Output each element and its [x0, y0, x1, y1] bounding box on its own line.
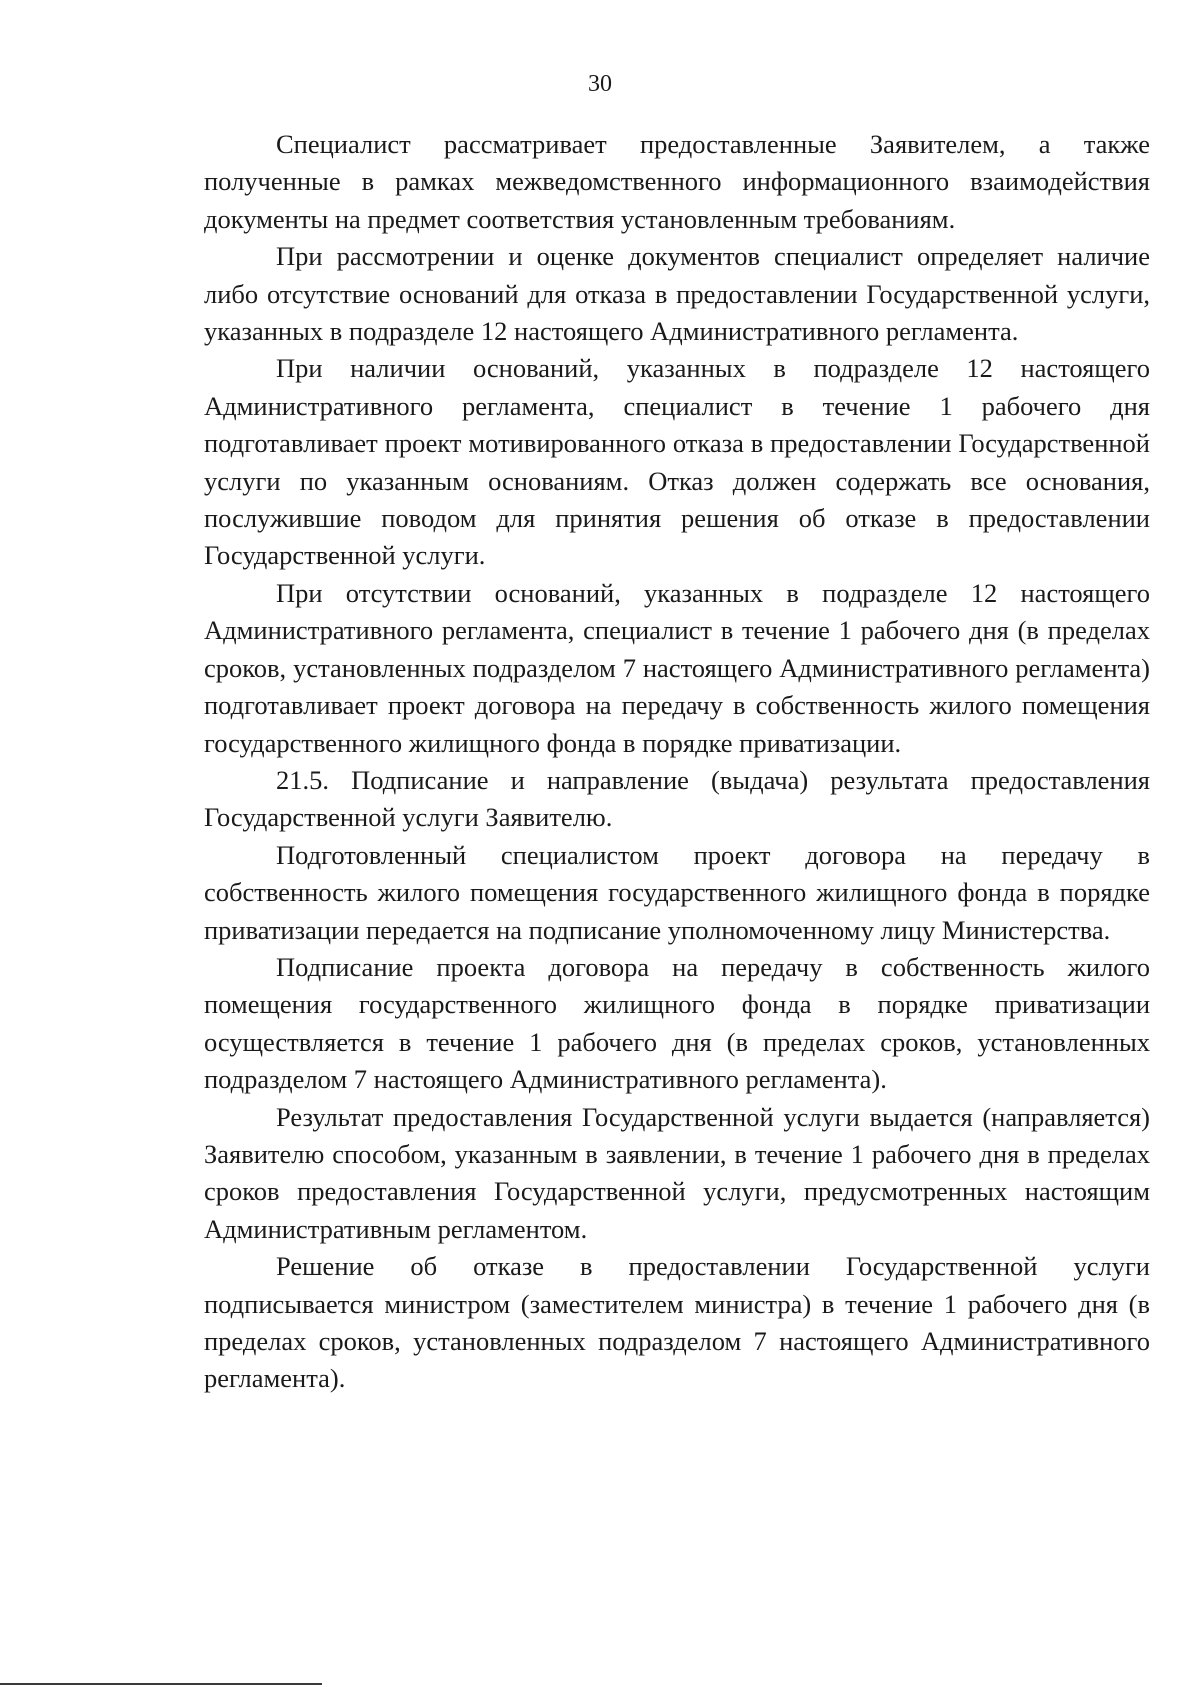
- paragraph-review-documents: Специалист рассматривает предоставленные Заявителем, а также полученные в рамках межведомственного информационного взаимодействия документы на предмет соответствия установленным требованиям.: [204, 129, 1150, 234]
- section-heading-21-5: 21.5. Подписание и направление (выдача) результата предоставления Государственной услуги Заявителю.: [204, 764, 1150, 833]
- paragraph-contract-signing-transfer: Подготовленный специалистом проект договора на передачу в собственность жилого помещения государственного жилищного фонда в порядке приватизации передается на подписание уполномоченному лицу Министерства.: [204, 839, 1150, 945]
- paragraph-refusal-signing: Решение об отказе в предоставлении Государственной услуги подписывается министром (заместителем министра) в течение 1 рабочего дня (в пределах сроков, установленных подразделом 7 настоящего Административного регламента).: [204, 1251, 1150, 1394]
- paragraph-refusal-draft: При наличии оснований, указанных в подразделе 12 настоящего Административного регламента, специалист в течение 1 рабочего дня подготавливает проект мотивированного отказа в предоставлении Государственной услуги по указанным основаниям. Отказ должен содержать все основания, послужившие поводом для принятия решения об отказе в предоставлении Государственной услуги.: [204, 353, 1150, 571]
- document-body: [204, 126, 1150, 1398]
- paragraph-signing-deadline: Подписание проекта договора на передачу в собственность жилого помещения государственного жилищного фонда в порядке приватизации осуществляется в течение 1 рабочего дня (в пределах сроков, установленных подразделом 7 настоящего Административного регламента).: [204, 951, 1150, 1095]
- paragraph-assess-grounds: При рассмотрении и оценке документов специалист определяет наличие либо отсутствие оснований для отказа в предоставлении Государственной услуги, указанных в подразделе 12 настоящего Административного регламента.: [204, 241, 1150, 347]
- paragraph-result-delivery: Результат предоставления Государственной услуги выдается (направляется) Заявителю способом, указанным в заявлении, в течение 1 рабочего дня в пределах сроков предоставления Государственной услуги, предусмотренных настоящим Административным регламентом.: [204, 1101, 1150, 1244]
- paragraph-contract-draft: При отсутствии оснований, указанных в подразделе 12 настоящего Административного регламента, специалист в течение 1 рабочего дня (в пределах сроков, установленных подразделом 7 настоящего Административного регламента) подготавливает проект договора на передачу в собственность жилого помещения государственного жилищного фонда в порядке приватизации.: [204, 577, 1150, 758]
- footer-rule: [0, 1683, 322, 1685]
- page-number: 30: [588, 71, 612, 97]
